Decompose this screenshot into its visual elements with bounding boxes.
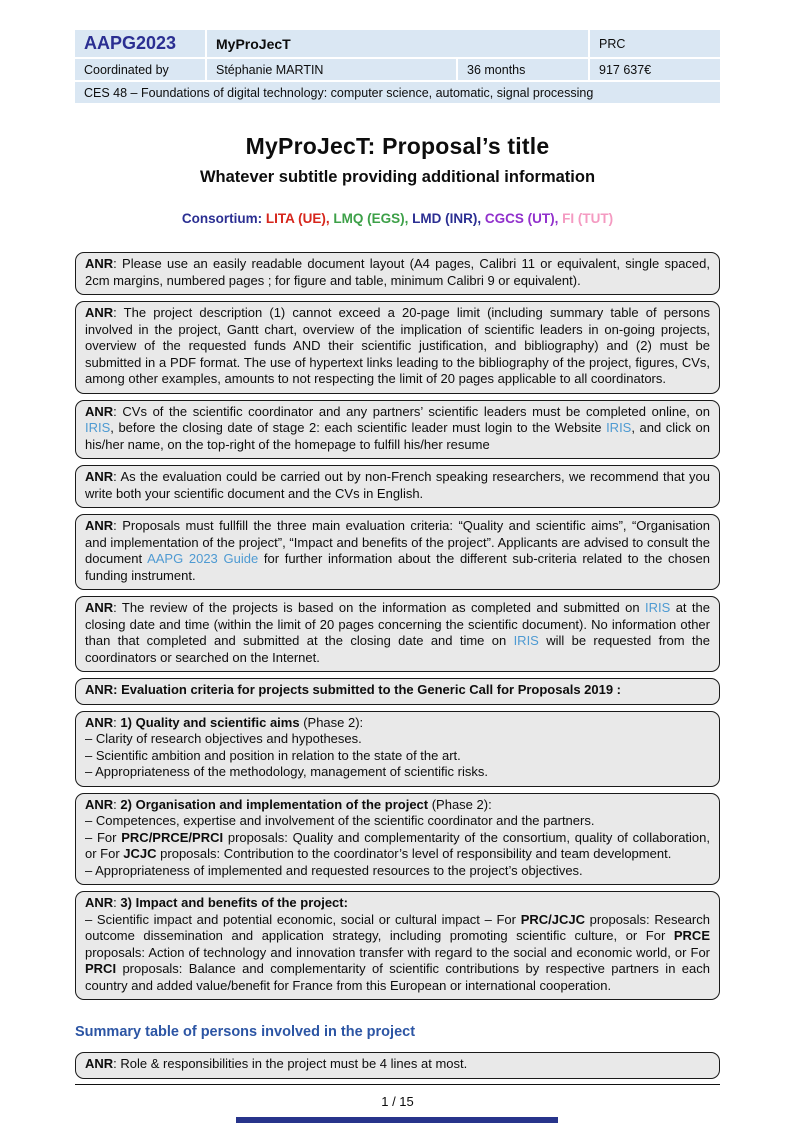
coordinator-name: Stéphanie MARTIN xyxy=(207,59,456,80)
text-segment: (Phase 2): xyxy=(428,796,492,812)
text-segment: : Proposals must fullfill the three main evaluation criteria: “Quality and scientific aims”, “Organisation and implementation of the project”, “Impact and benefits of the project”. Applicants are advised to consult the document xyxy=(85,518,710,566)
text-line xyxy=(85,731,710,748)
text-segment: ANR xyxy=(85,403,114,419)
text-segment: proposals: Action of technology and innovation transfer with regard to the social and economic world, or For xyxy=(85,944,710,960)
text-segment: proposals: Quality and complementarity of the consortium, quality of collaboration, or For xyxy=(85,829,710,861)
program-name: AAPG2023 xyxy=(75,30,205,57)
text-segment: : CVs of the scientific coordinator and any partners’ scientific leaders must be completed online, on xyxy=(113,403,710,419)
consortium-line xyxy=(75,211,720,226)
text-segment: ANR xyxy=(85,305,114,320)
text-segment: ANR xyxy=(85,895,114,910)
box-criterion-1-quality xyxy=(75,711,720,787)
text-segment: 1) Quality and scientific aims xyxy=(120,714,300,730)
text-line xyxy=(75,211,720,226)
text-line xyxy=(85,305,710,388)
document-title: MyProJecT: Proposal’s title xyxy=(245,133,550,159)
text-segment: at the closing date and time (within the limit of 20 pages concerning the scientific document). No information other than that completed and submitted at the closing date and time on xyxy=(85,600,711,648)
text-segment: ANR xyxy=(85,796,114,812)
page-footer xyxy=(75,1084,720,1109)
consortium-label: Consortium: xyxy=(181,211,266,226)
box-layout-note xyxy=(75,252,720,295)
aapg-guide-link[interactable]: AAPG 2023 Guide xyxy=(147,551,259,566)
next-page-sliver xyxy=(236,1117,558,1123)
text-segment: – Scientific ambition and position in relation to the state of the art. xyxy=(85,747,461,763)
text-segment: PRC/JCJC xyxy=(520,911,585,927)
section-heading-summary-table: Summary table of persons involved in the project xyxy=(75,1024,416,1040)
text-segment: , before the closing date of stage 2: each scientific leader must login to the Website xyxy=(110,420,607,435)
text-segment: JCJC xyxy=(123,846,157,861)
box-criterion-3-impact xyxy=(75,891,720,1000)
coordinated-by-label: Coordinated by xyxy=(75,59,205,80)
text-line xyxy=(85,256,710,289)
text-line xyxy=(85,797,710,814)
text-segment: – Appropriateness of implemented and requested resources to the project’s objectives. xyxy=(85,862,583,878)
text-segment: will be requested from the coordinators or searched on the Internet. xyxy=(85,633,710,665)
text-segment: (Phase 2): xyxy=(299,714,364,730)
iris-link[interactable]: IRIS xyxy=(85,420,111,435)
text-line xyxy=(85,748,710,765)
text-segment: proposals: Research outcome dissemination and application strategy, including promoting scientific culture, or For xyxy=(85,911,710,943)
text-segment: proposals: Balance and complementarity of scientific contributions by respective partners in each country and added value/benefit for France from this European or international cooperation. xyxy=(85,961,710,993)
text-line xyxy=(85,895,710,912)
text-segment: ANR xyxy=(85,469,114,484)
box-criteria-note xyxy=(75,514,720,590)
consortium-member: FI (TUT) xyxy=(562,211,614,226)
text-segment: – Competences, expertise and involvement of the scientific coordinator and the partners. xyxy=(85,813,595,828)
text-segment: : The review of the projects is based on the information as completed and submitted on xyxy=(113,600,646,615)
text-line xyxy=(85,518,710,584)
text-line xyxy=(85,1056,710,1073)
box-evaluation-criteria-header xyxy=(75,678,720,705)
text-segment: PRCE xyxy=(673,928,710,943)
iris-link[interactable]: IRIS xyxy=(606,420,632,435)
text-segment: : xyxy=(113,714,121,730)
text-segment: – Appropriateness of the methodology, management of scientific risks. xyxy=(85,764,488,779)
text-line xyxy=(85,715,710,732)
text-segment: : Role & responsibilities in the project must be 4 lines at most. xyxy=(113,1056,468,1071)
text-segment: ANR xyxy=(85,714,114,730)
document-subtitle: Whatever subtitle providing additional information xyxy=(199,168,596,186)
ces-theme-line: CES 48 – Foundations of digital technology: computer science, automatic, signal processing xyxy=(75,82,720,103)
iris-link[interactable]: IRIS xyxy=(513,633,539,648)
text-segment: PRC/PRCE/PRCI xyxy=(121,829,224,845)
box-role-note xyxy=(75,1052,720,1079)
text-segment: ANR xyxy=(85,518,114,533)
text-segment: : xyxy=(113,895,121,910)
box-page-limit-note xyxy=(75,301,720,394)
text-line xyxy=(85,863,710,880)
page-number: 1 / 15 xyxy=(381,1094,414,1109)
text-line xyxy=(85,764,710,781)
iris-link[interactable]: IRIS xyxy=(645,600,671,615)
text-segment: : xyxy=(113,796,121,812)
consortium-member: CGCS (UT), xyxy=(484,211,563,226)
text-segment: ANR xyxy=(85,256,114,271)
text-line xyxy=(85,813,710,830)
text-segment: – For xyxy=(85,829,122,845)
text-segment: : The project description (1) cannot exceed a 20-page limit (including summary table of persons involved in the project, Gantt chart, overview of the implication of scientific leaders in on-going projects, overview of the requested funds AND their scientific justification, and bibliography) and (2) must be submitted in a PDF format. The use of hypertext links leading to the bibliography of the project, figures, CVs, among other examples, amounts to not respecting the limit of 20 pages applicable to all coordinators. xyxy=(85,305,710,386)
text-line xyxy=(85,404,710,454)
text-segment: – Scientific impact and potential economic, social or cultural impact – For xyxy=(85,911,521,927)
funding-instrument: PRC xyxy=(590,30,720,57)
header-table xyxy=(75,30,720,103)
box-language-note xyxy=(75,465,720,508)
text-segment: ANR: Evaluation criteria for projects submitted to the Generic Call for Proposals 2019 : xyxy=(85,682,622,697)
project-acronym: MyProJecT xyxy=(207,30,588,57)
text-segment: 3) Impact and benefits of the project: xyxy=(120,895,348,910)
consortium-member: LMQ (EGS), xyxy=(333,211,413,226)
text-segment: , and click on his/her name, on the top-right of the homepage to fulfill his/her resume xyxy=(85,420,710,452)
text-segment: – Clarity of research objectives and hypotheses. xyxy=(85,731,362,746)
text-segment: ANR xyxy=(85,600,114,615)
page-content xyxy=(75,30,720,1085)
project-duration: 36 months xyxy=(458,59,588,80)
text-line xyxy=(85,469,710,502)
text-segment: for further information about the different sub-criteria related to the chosen funding instrument. xyxy=(85,551,710,583)
box-criterion-2-organisation xyxy=(75,793,720,886)
project-budget: 917 637€ xyxy=(590,59,720,80)
text-segment: : As the evaluation could be carried out by non-French speaking researchers, we recommend that you write both your scientific document and the CVs in English. xyxy=(85,469,710,501)
text-line xyxy=(85,912,710,995)
box-cv-note xyxy=(75,400,720,460)
text-line xyxy=(85,830,710,863)
text-segment: : Please use an easily readable document layout (A4 pages, Calibri 11 or equivalent, single spaced, 2cm margins, numbered pages ; for figure and table, minimum Calibri 9 or equivalent). xyxy=(85,256,710,288)
box-review-note xyxy=(75,596,720,672)
consortium-member: LMD (INR), xyxy=(412,211,485,226)
anr-notes xyxy=(75,252,720,1000)
consortium-member: LITA (UE), xyxy=(265,211,334,226)
text-segment: PRCI xyxy=(85,961,117,976)
text-line xyxy=(85,600,710,666)
text-line xyxy=(85,682,710,699)
text-segment: proposals: Contribution to the coordinator’s level of responsibility and team development. xyxy=(156,846,672,861)
text-segment: ANR xyxy=(85,1056,114,1071)
text-segment: 2) Organisation and implementation of the project xyxy=(120,796,429,812)
